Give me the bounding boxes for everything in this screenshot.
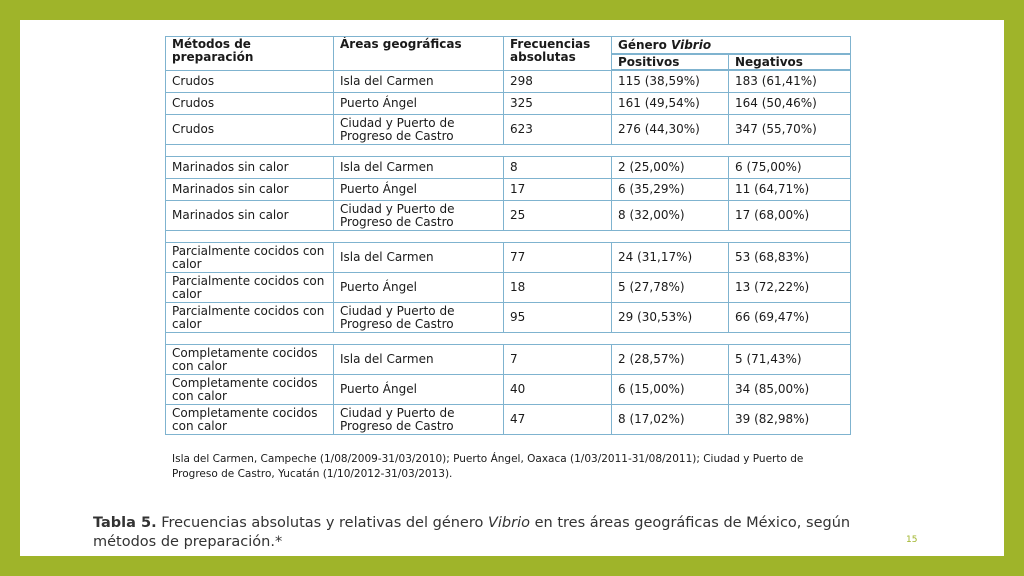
cell-frequency: 7 bbox=[504, 345, 612, 375]
cell-frequency: 47 bbox=[504, 405, 612, 435]
cell-positive: 8 (17,02%) bbox=[612, 405, 729, 435]
caption-label: Tabla 5. bbox=[93, 515, 157, 531]
cell-negative: 6 (75,00%) bbox=[729, 157, 851, 179]
cell-frequency: 325 bbox=[504, 93, 612, 115]
slide bbox=[20, 20, 1004, 556]
cell-negative: 347 (55,70%) bbox=[729, 115, 851, 145]
cell-method: Parcialmente cocidos con calor bbox=[166, 243, 334, 273]
cell-area: Puerto Ángel bbox=[334, 93, 504, 115]
cell-frequency: 623 bbox=[504, 115, 612, 145]
cell-method: Marinados sin calor bbox=[166, 157, 334, 179]
vibrio-table bbox=[165, 36, 851, 435]
cell-area: Isla del Carmen bbox=[334, 70, 504, 93]
table-row bbox=[166, 179, 851, 201]
cell-negative: 34 (85,00%) bbox=[729, 375, 851, 405]
cell-positive: 6 (15,00%) bbox=[612, 375, 729, 405]
cell-positive: 6 (35,29%) bbox=[612, 179, 729, 201]
cell-negative: 164 (50,46%) bbox=[729, 93, 851, 115]
cell-positive: 5 (27,78%) bbox=[612, 273, 729, 303]
header-genus-prefix: Género bbox=[618, 37, 667, 52]
cell-area: Isla del Carmen bbox=[334, 243, 504, 273]
cell-frequency: 40 bbox=[504, 375, 612, 405]
cell-method: Completamente cocidos con calor bbox=[166, 345, 334, 375]
cell-method: Crudos bbox=[166, 115, 334, 145]
cell-method: Crudos bbox=[166, 70, 334, 93]
table-row bbox=[166, 303, 851, 333]
spacer-cell bbox=[166, 333, 851, 345]
cell-positive: 29 (30,53%) bbox=[612, 303, 729, 333]
cell-positive: 2 (25,00%) bbox=[612, 157, 729, 179]
cell-method: Completamente cocidos con calor bbox=[166, 405, 334, 435]
cell-area: Puerto Ángel bbox=[334, 179, 504, 201]
caption-text-after: en tres áreas geográficas de México, según métodos de preparación.* bbox=[93, 515, 851, 550]
group-spacer-row bbox=[166, 145, 851, 157]
cell-negative: 183 (61,41%) bbox=[729, 70, 851, 93]
table-row bbox=[166, 201, 851, 231]
cell-area: Ciudad y Puerto de Progreso de Castro bbox=[334, 201, 504, 231]
table-caption bbox=[93, 514, 893, 552]
cell-positive: 115 (38,59%) bbox=[612, 70, 729, 93]
cell-area: Ciudad y Puerto de Progreso de Castro bbox=[334, 303, 504, 333]
cell-area: Ciudad y Puerto de Progreso de Castro bbox=[334, 115, 504, 145]
cell-positive: 8 (32,00%) bbox=[612, 201, 729, 231]
cell-area: Ciudad y Puerto de Progreso de Castro bbox=[334, 405, 504, 435]
cell-positive: 2 (28,57%) bbox=[612, 345, 729, 375]
spacer-cell bbox=[166, 231, 851, 243]
header-genus-name: Vibrio bbox=[671, 37, 712, 52]
page-number: 15 bbox=[906, 535, 918, 545]
caption-text-before: Frecuencias absolutas y relativas del género bbox=[161, 515, 484, 531]
table-row bbox=[166, 115, 851, 145]
cell-negative: 39 (82,98%) bbox=[729, 405, 851, 435]
header-negative: Negativos bbox=[729, 54, 851, 70]
cell-frequency: 298 bbox=[504, 70, 612, 93]
cell-method: Crudos bbox=[166, 93, 334, 115]
group-spacer-row bbox=[166, 333, 851, 345]
spacer-cell bbox=[166, 145, 851, 157]
table-row bbox=[166, 273, 851, 303]
header-frequency: Frecuencias absolutas bbox=[504, 37, 612, 71]
cell-frequency: 25 bbox=[504, 201, 612, 231]
header-genus bbox=[612, 37, 851, 55]
cell-frequency: 17 bbox=[504, 179, 612, 201]
header-method: Métodos de preparación bbox=[166, 37, 334, 71]
cell-negative: 13 (72,22%) bbox=[729, 273, 851, 303]
table-row bbox=[166, 375, 851, 405]
table-row bbox=[166, 157, 851, 179]
cell-negative: 17 (68,00%) bbox=[729, 201, 851, 231]
header-row-1 bbox=[166, 37, 851, 55]
cell-method: Completamente cocidos con calor bbox=[166, 375, 334, 405]
cell-frequency: 18 bbox=[504, 273, 612, 303]
cell-negative: 53 (68,83%) bbox=[729, 243, 851, 273]
cell-negative: 11 (64,71%) bbox=[729, 179, 851, 201]
cell-area: Puerto Ángel bbox=[334, 273, 504, 303]
table-row bbox=[166, 70, 851, 93]
table-body bbox=[166, 37, 851, 435]
table-row bbox=[166, 93, 851, 115]
cell-negative: 5 (71,43%) bbox=[729, 345, 851, 375]
cell-negative: 66 (69,47%) bbox=[729, 303, 851, 333]
header-area: Áreas geográficas bbox=[334, 37, 504, 71]
caption-italic: Vibrio bbox=[487, 515, 530, 531]
table-row bbox=[166, 243, 851, 273]
group-spacer-row bbox=[166, 231, 851, 243]
table-row bbox=[166, 345, 851, 375]
cell-frequency: 95 bbox=[504, 303, 612, 333]
cell-positive: 276 (44,30%) bbox=[612, 115, 729, 145]
cell-method: Parcialmente cocidos con calor bbox=[166, 273, 334, 303]
cell-method: Marinados sin calor bbox=[166, 179, 334, 201]
header-positive: Positivos bbox=[612, 54, 729, 70]
cell-area: Isla del Carmen bbox=[334, 157, 504, 179]
cell-method: Marinados sin calor bbox=[166, 201, 334, 231]
cell-frequency: 8 bbox=[504, 157, 612, 179]
cell-positive: 161 (49,54%) bbox=[612, 93, 729, 115]
cell-area: Puerto Ángel bbox=[334, 375, 504, 405]
cell-area: Isla del Carmen bbox=[334, 345, 504, 375]
cell-frequency: 77 bbox=[504, 243, 612, 273]
cell-positive: 24 (31,17%) bbox=[612, 243, 729, 273]
table-note: Isla del Carmen, Campeche (1/08/2009-31/03/2010); Puerto Ángel, Oaxaca (1/03/2011-31/08/2011); Ciudad y Puerto de Progreso de Castro, Yucatán (1/10/2012-31/03/2013). bbox=[172, 453, 804, 480]
table-row bbox=[166, 405, 851, 435]
cell-method: Parcialmente cocidos con calor bbox=[166, 303, 334, 333]
